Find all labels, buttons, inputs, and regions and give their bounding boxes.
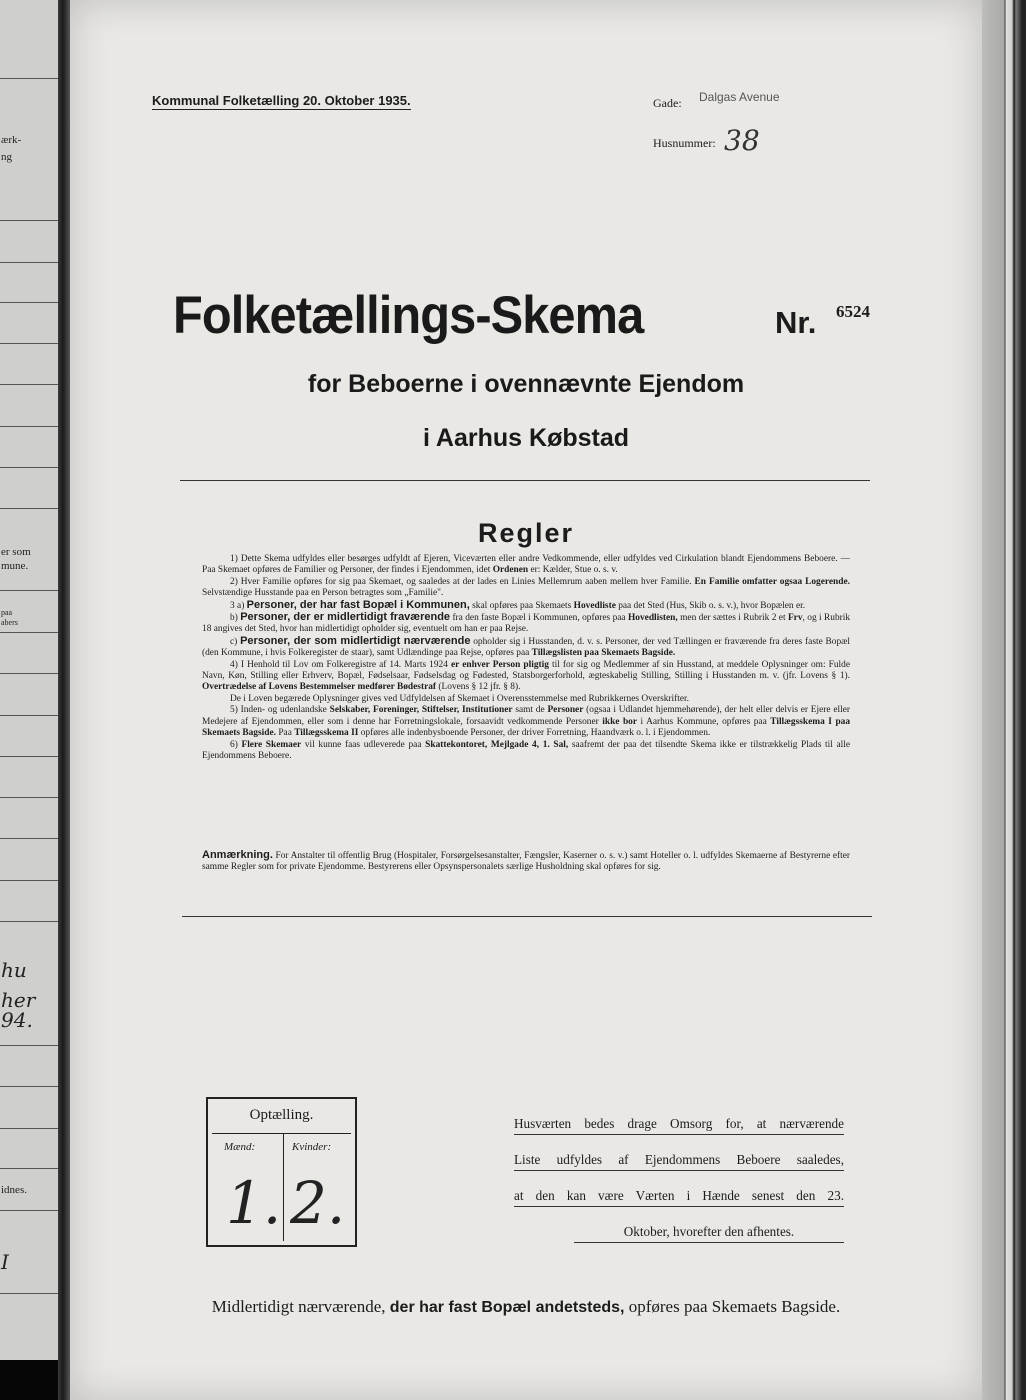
ruled-line	[0, 78, 60, 79]
prev-page-fragment: mune.	[1, 560, 29, 572]
rule-3a: 3 a) Personer, der har fast Bopæl i Kommunen, skal opføres paa Skemaets Hovedliste paa det Sted (Hus, Skib o. s. v.), hvor Bopælen er.	[230, 598, 806, 611]
rule-6: 6) Flere Skemaer vil kunne faas udleverede paa Skattekontoret, Mejlgade 4, 1. Sal, saafremt der paa det tilsendte Skema ikke er tilstrækkelig Plads til alle Ejendommens Beboere.	[202, 739, 851, 761]
ruled-line	[0, 1045, 60, 1046]
ruled-line	[0, 715, 60, 716]
ruled-line	[0, 1168, 60, 1169]
notice-line: Husværten bedes drage Omsorg for, at nærværende	[514, 1104, 844, 1135]
box-divider	[212, 1133, 351, 1134]
census-date-header: Kommunal Folketælling 20. Oktober 1935.	[152, 93, 411, 108]
landlord-notice	[514, 1104, 844, 1248]
prev-page-handwriting: her	[1, 988, 36, 1012]
husnummer-value: 38	[724, 124, 760, 157]
ruled-line	[0, 262, 60, 263]
anmaerkning-label: Anmærkning.	[202, 849, 273, 861]
divider-line	[180, 480, 870, 481]
prev-page-handwriting: I	[1, 1250, 9, 1274]
notice-line: Liste udfyldes af Ejendommens Beboere saaledes,	[514, 1140, 844, 1171]
prev-page-fragment: er som	[1, 546, 31, 558]
ruled-line	[0, 921, 60, 922]
form-subtitle-city: i Aarhus Købstad	[422, 424, 630, 452]
ruled-line	[0, 838, 60, 839]
ruled-line	[0, 384, 60, 385]
rule-2: 2) Hver Familie opføres for sig paa Skemaet, og saaledes at der lades en Linies Mellemrum aaben mellem hver Familie. En Familie omfatter ogsaa Logerende. Selvstændige Husstande paa en Person betragtes som „Familie".	[202, 576, 850, 599]
divider-line	[182, 916, 872, 917]
rule-3c: c) Personer, der som midlertidigt nærværende opholder sig i Husstanden, d. v. s. Personer, der ved Tællingen er fraværende fra deres faste Bopæl (den Kommune, i hvis Folkeregister de staar), samt Udlændinge paa Rejse, opføres paa Tillægslisten paa Skemaets Bagside.	[202, 634, 851, 659]
form-subtitle: for Beboerne i ovennævnte Ejendom	[307, 370, 745, 398]
ruled-line	[0, 508, 60, 509]
optaelling-title: Optælling.	[249, 1107, 314, 1123]
prev-page-fragment: ærk-	[1, 134, 22, 146]
notice-line: at den kan være Værten i Hænde senest den 23.	[514, 1176, 844, 1207]
ruled-line	[0, 426, 60, 427]
prev-page-fragment: abers	[1, 618, 18, 627]
anmaerkning-text: For Anstalter til offentlig Brug (Hospitaler, Forsørgelsesanstalter, Fængsler, Kaserner o. s. v.) samt Hoteller o. l. udfyldes Skemaerne af Bestyrerne efter samme Regler som for private Ejendomme. Bestyrerens eller Opsynspersonalets særlige Husholdning skal opføres for sig.	[202, 851, 851, 873]
rules-text	[202, 554, 850, 762]
form-title: Folketællings-Skema	[173, 286, 644, 345]
form-number-value: 6524	[836, 302, 870, 321]
census-form-page	[70, 0, 982, 1400]
ruled-line	[0, 1293, 60, 1294]
ruled-line	[0, 343, 60, 344]
ruled-line	[0, 880, 60, 881]
ruled-line	[0, 797, 60, 798]
ruled-line	[0, 1086, 60, 1087]
ruled-line	[0, 302, 60, 303]
ruled-line	[0, 756, 60, 757]
footer-text: Midlertidigt nærværende,	[211, 1297, 386, 1316]
rule-4: 4) I Henhold til Lov om Folkeregistre af 14. Marts 1924 er enhver Person pligtig til for sig og Medlemmer af sin Husstand, at meddele Oplysninger om: Fulde Navn, Køn, Stilling eller Erhverv, Bopæl, Fødselsaar, Fødselsdag og Fødested, Statsborgerforhold, ægteskabelig Stilling, Stilling i Husstanden m. v. (jfr. Lovens § 1). Overtrædelse af Lovens Bestemmelser medfører Bødestraf (Lovens § 12 jfr. § 8).	[202, 659, 851, 693]
rules-heading: Regler	[477, 518, 575, 548]
rule-3b: b) Personer, der er midlertidigt fraværende fra den faste Bopæl i Kommunen, opføres paa Hovedlisten, men der sættes i Rubrik 2 et Frv, og i Rubrik 18 angives det Sted, hvor han midlertidigt opholder sig, eventuelt om han er paa Rejse.	[202, 611, 851, 635]
anmaerkning-note	[202, 850, 850, 874]
prev-page-fragment: paa	[1, 608, 13, 617]
ruled-line	[0, 673, 60, 674]
ruled-line	[0, 1210, 60, 1211]
prev-page-fragment: ng	[1, 151, 12, 163]
ruled-line	[0, 1128, 60, 1129]
ruled-line	[0, 220, 60, 221]
maend-label: Mænd:	[224, 1141, 256, 1153]
prev-page-fragment: idnes.	[1, 1184, 27, 1196]
footer-note	[70, 1297, 982, 1317]
book-page-edges	[982, 0, 1026, 1400]
ruled-line	[0, 590, 60, 591]
rule-4b: De i Loven begærede Oplysninger gives ved Udfyldelsen af Skemaet i Overensstemmelse med Rubrikkernes Overskrifter.	[230, 693, 689, 704]
optaelling-box	[206, 1097, 357, 1247]
husnummer-label: Husnummer:	[653, 136, 716, 150]
gade-label: Gade:	[653, 96, 682, 110]
form-number-label: Nr.	[775, 305, 817, 340]
footer-text-bold: der har fast Bopæl andetsteds,	[389, 1299, 625, 1316]
kvinder-count: 2.	[290, 1169, 346, 1237]
box-divider	[283, 1133, 284, 1241]
prev-page-handwriting: 94.	[1, 1008, 33, 1032]
ruled-line	[0, 632, 60, 633]
prev-page-handwriting: hu	[1, 958, 27, 982]
ruled-line	[0, 467, 60, 468]
rule-5: 5) Inden- og udenlandske Selskaber, Foreninger, Stiftelser, Institutioner samt de Personer (ogsaa i Udlandet hjemmehørende), der helt eller delvis er Ejere eller Medejere af Ejendommen, eller som i denne har Forretningslokale, forsaavidt vedkommende Personer ikke bor i Aarhus Kommune, opføres paa Tillægsskema I paa Skemaets Bagside. Paa Tillægsskema II opføres alle indenbysboende Personer, der driver Forretning, Haandværk o. l. i Ejendommen.	[202, 705, 851, 739]
previous-page-edge	[0, 0, 60, 1360]
footer-text: opføres paa Skemaets Bagside.	[628, 1297, 841, 1316]
rule-1: 1) Dette Skema udfyldes eller besørges udfyldt af Ejeren, Viceværten eller andre Vedkommende, eller udfyldes ved Cirkulation blandt Ejendommens Beboere. — Paa Skemaet opføres de Familier og Personer, der findes i Ejendommen, idet Ordenen er: Kælder, Stue o. s. v.	[202, 554, 850, 576]
kvinder-label: Kvinder:	[292, 1141, 332, 1153]
gade-value: Dalgas Avenue	[699, 90, 780, 104]
book-spine	[58, 0, 70, 1400]
maend-count: 1.	[226, 1169, 282, 1237]
notice-line: Oktober, hvorefter den afhentes.	[574, 1212, 844, 1243]
